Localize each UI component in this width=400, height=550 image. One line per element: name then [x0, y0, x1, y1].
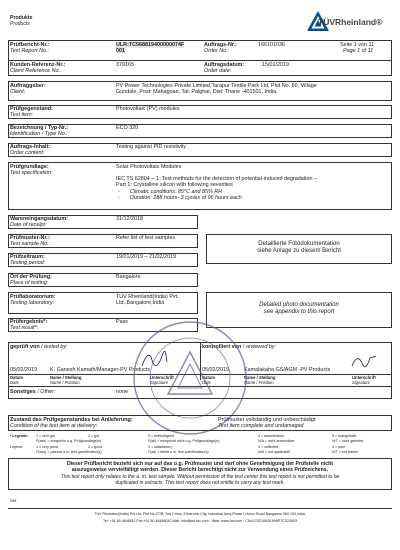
reviewed-by-label: kontrolliert von / reviewed by:	[202, 344, 277, 350]
legend-3-en: 3 = satisfactory	[148, 445, 173, 449]
period-label: Prüfzeitraum:	[10, 254, 45, 260]
result-label: Prüfergebnis*:	[10, 319, 48, 325]
footer-address: TUV Rheinland(India) Pvt.Ltd, Plot No.27/B, 2nd Cross, Electronic City, Industrial Area,Phase I,Hosur Road Bangalore 560 100,India.	[94, 512, 306, 516]
other-label-en: Other:	[40, 389, 56, 395]
photo-doc-en-1: Detailed photo documentation	[259, 302, 339, 308]
report-no-label: Prüfbericht-Nr.:	[10, 42, 50, 48]
other-label: Sonstiges / Other:	[10, 389, 56, 395]
test-spec-line-3: Part 1: Crystalline silicon with following severities	[116, 182, 233, 188]
place-label: Ort der Prüfung:	[10, 274, 52, 280]
page-number-en: Page 1 of 11	[343, 48, 374, 54]
disclaimer-de-2: auszugsweise vervielfältigt werden. Dieser Bericht berechtigt nicht zur Verwendung eines Prüfzeichens.	[71, 467, 329, 473]
condition-label-en: Condition of the test item at delivery:	[10, 423, 98, 429]
legend-5b-en: N/T = not tested	[332, 450, 358, 454]
legend-4b-en: N/A = not applicable	[258, 450, 291, 454]
test-spec-line-2: IEC TS 62804 – 1 :Test methods for the detection of potential-induced degradation –	[116, 176, 317, 182]
name-stellung-left: Name / Stellung	[50, 375, 82, 380]
place-value: Bangalore	[116, 274, 141, 280]
left-date: 05/02/2019	[10, 367, 37, 373]
result-label-en: Test result*:	[10, 325, 39, 331]
client-ref-value: 379165	[116, 62, 134, 68]
report-no-value: ULR:TC568819400000074F	[116, 42, 185, 48]
test-spec-line-5: Duration: 288 hours- 3 cycles of 96 hours each	[130, 195, 242, 201]
period-value: 19/01/2019 – 21/02/2019	[116, 254, 176, 260]
test-item-value: Photovoltaic (PV) modules	[116, 106, 180, 112]
page-number-de: Seite 1 von 11	[340, 42, 375, 48]
name-position-right: Name / Position	[244, 380, 274, 385]
legend-5-en: 5 = poor	[332, 445, 346, 449]
identification-value: ECO 320	[116, 125, 139, 131]
disclaimer-en-2: duplicated in extracts. This test report does not entitle to carry any test mark.	[115, 480, 285, 486]
name-stellung-right: Name / Stellung	[244, 375, 276, 380]
legend-3-de: 3 = befriedigend	[148, 434, 174, 438]
datum-right: Datum	[202, 375, 216, 380]
test-spec-label-en: Test specification:	[10, 170, 53, 176]
legend-4b-de: N/A = nicht anwendbar	[258, 439, 295, 443]
right-date: 05/02/2019	[202, 367, 229, 373]
footer-contact: Tel: +91 80 4648811 Fax:+91 80 46488042 Mail: info@ind.tuv.com · Web: www.tuv.com · CIN:U74210KA1996PTC020653	[103, 519, 297, 523]
legend-2-de: 2 = gut	[88, 434, 100, 438]
place-label-en: Place of testing:	[10, 280, 49, 286]
legend-3b-de: F(ail) = entspricht nicht o.g. Prüfgrundlage(n)	[148, 439, 220, 443]
datum-left: Datum	[10, 375, 24, 380]
report-id-box	[8, 40, 392, 76]
order-content-label: Auftrags-Inhalt:	[10, 144, 51, 150]
unterschrift-left: Unterschrift	[150, 375, 174, 380]
form-code: V88	[10, 499, 17, 503]
lab-label-en: Testing laboratory:	[10, 300, 55, 306]
tested-by-en: tested by:	[44, 344, 68, 350]
order-no-value: 166101036	[258, 42, 285, 48]
legend-5-de: 5 = mangelhaft	[332, 434, 356, 438]
signature-right: Signature	[352, 380, 370, 385]
header-produkte: Produkte	[10, 15, 33, 21]
signature-left: Signature	[150, 380, 168, 385]
test-item-label-en: Test item:	[10, 112, 34, 118]
legend-1-de: 1 = sehr gut	[36, 434, 56, 438]
report-no-value-2: 001	[116, 48, 125, 54]
name-position-left: Name / Position	[50, 380, 80, 385]
receipt-label: Wareneingangsdatum:	[10, 216, 68, 222]
test-spec-label: Prüfgrundlage:	[10, 164, 49, 170]
legend-1-en: 1 = very good	[36, 445, 58, 449]
lab-label: Prüflaboratorium:	[10, 294, 56, 300]
report-no-label-en: Test Report No.:	[10, 48, 50, 54]
client-ref-label: Kunden-Referenz-Nr.:	[10, 62, 66, 68]
client-address-2: Gundale, Post: Mahagoan, Tal: Palghar, Dist: Thane -401501, India.	[116, 89, 278, 95]
legend-4-en: 4 = sufficient	[258, 445, 279, 449]
order-content-label-en: Order content:	[10, 150, 45, 156]
reviewed-by-en: reviewed by:	[245, 344, 277, 350]
order-content-box	[8, 143, 392, 157]
order-no-label: Auftrags-Nr.:	[204, 42, 237, 48]
client-address-1: PV Power Technologies Private Limited,Tarapur Textile Park Ltd, Plot No. 60, Village	[116, 83, 317, 89]
reviewed-by-de: kontrolliert von	[202, 344, 242, 350]
period-label-en: Testing period:	[10, 260, 46, 266]
identification-label-en: Identification / Type No.:	[10, 131, 68, 137]
right-name: Kamalakaha GS/AGM -PV Products	[244, 367, 331, 373]
test-spec-line-1: Solar Photovoltaic Modules	[116, 164, 182, 170]
left-name: K. Ganesh Kamath/Manager-PV Products	[50, 367, 151, 373]
condition-label: Zustand des Prüfgegenstandes bei Anlieferung:	[10, 417, 133, 423]
test-spec-bullet-2: -	[118, 195, 120, 201]
order-no-label-en: Order No.:	[204, 48, 230, 54]
photo-doc-de-2: siehe Anlage zu diesem Bericht	[257, 248, 341, 254]
legend-5b-de: N/T = nicht getestet	[332, 439, 364, 443]
sample-label: Prüfmuster-Nr.:	[10, 235, 50, 241]
test-item-box	[8, 105, 392, 119]
legend-1b-en: P(ass) = passed a.m. test specification(s)	[36, 450, 102, 454]
legend-4-de: 4 = ausreichend	[258, 434, 284, 438]
lab-value-1: TUV Rheinland(India) Pvt.	[116, 294, 179, 300]
other-value: none	[116, 389, 128, 395]
date-right: Date	[202, 380, 211, 385]
disclaimer-de-1: Dieser Prüfbericht bezieht sich nur auf das o.g. Prüfmuster und darf ohne Genehmigung der Prüfstelle nicht	[66, 461, 334, 467]
result-value: Pass	[116, 319, 128, 325]
legend-label-de: * Legende:	[10, 434, 29, 438]
header-products: Products	[10, 21, 30, 27]
test-item-label: Prüfgegenstand:	[10, 106, 53, 112]
photo-doc-de-1: Detaillierte Fotodokumentation	[258, 241, 340, 247]
receipt-label-en: Date of receipt:	[10, 222, 47, 228]
sample-label-en: Test sample No.:	[10, 241, 51, 247]
brand-name: TÜVRheinland®	[318, 17, 383, 27]
test-spec-bullet-1: -	[118, 189, 120, 195]
test-spec-line-4: Climatic conditions: 85°C and 85% RH	[130, 189, 223, 195]
receipt-value: 31/12/2018	[116, 216, 143, 222]
tested-by-label: geprüft von / tested by:	[10, 344, 68, 350]
condition-value-en: Test item complete and undamaged	[218, 423, 304, 429]
other-label-de: Sonstiges	[10, 389, 36, 395]
tested-by-de: geprüft von	[10, 344, 40, 350]
legend-1b-de: P(ass) = entspricht o.g. Prüfgrundlage(n)	[36, 439, 102, 443]
sample-value: Refer list of test samples	[116, 235, 176, 241]
identification-label: Bezeichnung / Typ-Nr.:	[10, 125, 69, 131]
date-left: Date	[10, 380, 19, 385]
unterschrift-right: Unterschrift	[352, 375, 376, 380]
client-label-en: Client:	[10, 89, 26, 95]
order-content-value: Testing against PID resistivity	[116, 144, 187, 150]
order-date-label: Auftragsdatum:	[204, 62, 245, 68]
client-ref-label-en: Client Reference No.:	[10, 68, 62, 74]
order-date-value: 15/01/2019	[262, 62, 289, 68]
disclaimer-en-1: This test report only relates to the a. m. test sample. Without permission of the test center this test report is not permitted to be	[60, 474, 340, 480]
legend-3b-en: F(ail) = failed a.m. test specification(s)	[148, 450, 209, 454]
legend-2-en: 2 = good	[88, 445, 103, 449]
lab-value-2: Ltd.,Bangalore,India	[116, 300, 165, 306]
legend-label-en: Legend:	[10, 445, 23, 449]
right-signature-icon	[350, 352, 378, 370]
order-date-label-en: Order date:	[204, 68, 232, 74]
client-label: Auftraggeber:	[10, 83, 46, 89]
photo-doc-en-2: see appendix to this report	[263, 309, 335, 315]
condition-value-de: Prüfmuster vollständig und unbeschädigt	[218, 417, 316, 423]
